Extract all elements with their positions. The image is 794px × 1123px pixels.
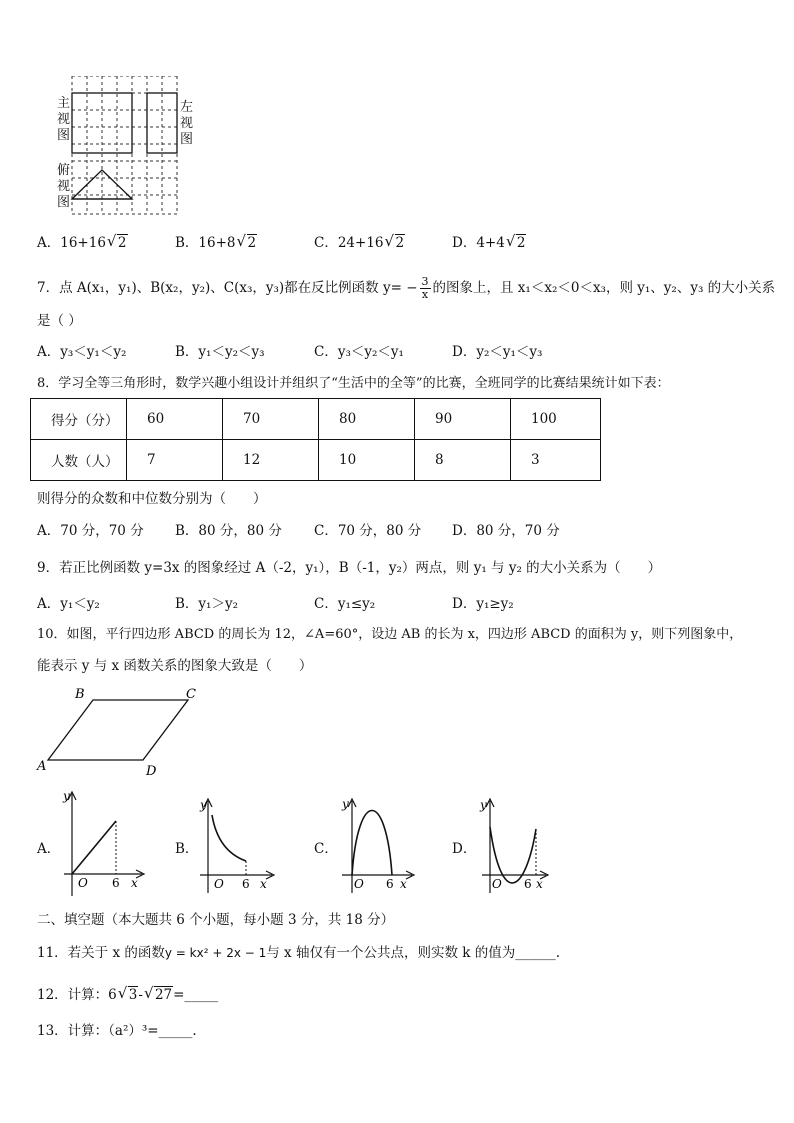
y-axis-label: y (480, 798, 487, 812)
tick-six-label: 6 (242, 877, 250, 891)
q10-option-a-graph[interactable] (56, 788, 146, 898)
q9-option-a[interactable]: A．y₁＜y₂ (37, 596, 100, 612)
table-cell: 8 (415, 440, 511, 481)
origin-label: O (354, 877, 364, 891)
q11-stem: 11．若关于 x 的函数y = kx² + 2x − 1与 x 轴仅有一个公共点，则实数 k 的值为______. (37, 945, 561, 961)
q13-stem: 13．计算：（a²）³=_____. (37, 1023, 197, 1039)
q10-stem-line2: 能表示 y 与 x 函数关系的图象大致是（ ） (37, 658, 313, 674)
q10-option-b-graph[interactable] (196, 795, 276, 895)
q7-stem: 7．点 A(x₁，y₁)、B(x₂，y₂)、C(x₃，y₃)都在反比例函数 y= − $\frac{3}{x}$ 的图象上，且 x₁＜x₂＜0＜x₃，则 y₁、y₂、y₃ 的大小关系 (37, 275, 776, 301)
y-axis-label: y (200, 798, 207, 812)
origin-label: O (492, 877, 502, 891)
q9-option-c[interactable]: C．y₁≤y₂ (314, 596, 376, 612)
tick-six-label: 6 (386, 877, 394, 891)
vertex-d-label: D (146, 764, 157, 779)
q9-option-b[interactable]: B．y₁＞y₂ (175, 596, 238, 612)
q8-option-c[interactable]: C．70 分，80 分 (314, 523, 422, 539)
tick-six-label: 6 (112, 876, 120, 890)
table-cell: 60 (127, 399, 223, 440)
q8-option-b[interactable]: B．80 分，80 分 (175, 523, 282, 539)
q10-option-d-label[interactable]: D． (452, 841, 477, 857)
q7-option-a[interactable]: A．y₃＜y₁＜y₂ (37, 344, 127, 360)
table-cell: 12 (223, 440, 319, 481)
q10-option-d-graph[interactable] (476, 795, 556, 895)
table-cell: 10 (319, 440, 415, 481)
q10-option-a-label[interactable]: A． (37, 841, 61, 857)
parallelogram-abcd (48, 700, 188, 760)
three-view-figure (52, 76, 202, 221)
q9-option-d[interactable]: D．y₁≥y₂ (452, 596, 514, 612)
vertex-c-label: C (186, 687, 196, 702)
q6-option-d[interactable]: D．4+4√ 2 (452, 234, 526, 252)
y-axis-label: y (342, 797, 349, 811)
q9-stem: 9．若正比例函数 y=3x 的图象经过 A（-2，y₁），B（-1，y₂）两点，则 y₁ 与 y₂ 的大小关系为（ ） (37, 560, 662, 576)
table-row (31, 399, 601, 440)
q7-fraction: $\frac{3}{x}$ (421, 275, 429, 301)
q10-stem: 10．如图，平行四边形 ABCD 的周长为 12，∠A=60°，设边 AB 的长为 x，四边形 ABCD 的面积为 y，则下列图象中， (37, 627, 743, 642)
front-view-label: 主 视 图 (57, 96, 71, 143)
table-cell: 3 (511, 440, 601, 481)
q10-option-b-label[interactable]: B． (175, 841, 199, 857)
q7-stem-line2: 是（ ） (37, 313, 82, 329)
q7-option-d[interactable]: D．y₂＜y₁＜y₃ (452, 344, 543, 360)
x-axis-label: x (260, 877, 267, 891)
q8-stem: 8．学习全等三角形时，数学兴趣小组设计并组织了“生活中的全等”的比赛，全班同学的比赛结果统计如下表： (37, 376, 670, 391)
table-row (31, 440, 601, 481)
q6-option-a[interactable]: A．16+16√ 2 (37, 234, 128, 252)
q8-option-d[interactable]: D．80 分，70 分 (452, 523, 560, 539)
vertex-a-label: A (37, 759, 47, 774)
section-title-fill-in: 二、填空题（本大题共 6 个小题，每小题 3 分，共 18 分） (37, 912, 395, 928)
table-cell: 人数（人） (31, 440, 127, 481)
table-cell: 7 (127, 440, 223, 481)
origin-label: O (78, 876, 88, 890)
table-cell: 80 (319, 399, 415, 440)
x-axis-label: x (536, 877, 543, 891)
origin-label: O (214, 877, 224, 891)
q6-option-b[interactable]: B．16+8√ 2 (175, 234, 257, 252)
q8-option-a[interactable]: A．70 分，70 分 (37, 523, 144, 539)
tick-six-label: 6 (524, 877, 532, 891)
top-view-label: 俯 视 图 (57, 163, 71, 210)
vertex-b-label: B (75, 687, 85, 702)
table-cell: 得分（分） (31, 399, 127, 440)
q7-option-c[interactable]: C．y₃＜y₂＜y₁ (314, 344, 404, 360)
q7-option-b[interactable]: B．y₁＜y₂＜y₃ (175, 344, 265, 360)
q6-option-c[interactable]: C．24+16√ 2 (314, 234, 405, 252)
side-view-label: 左 视 图 (180, 100, 194, 147)
parallelogram-figure (36, 686, 201, 781)
q10-option-c-graph[interactable] (336, 795, 416, 895)
q10-option-c-label[interactable]: C． (314, 841, 338, 857)
q8-score-table (30, 398, 601, 481)
x-axis-label: x (400, 877, 407, 891)
y-axis-label: y (63, 789, 70, 803)
table-cell: 70 (223, 399, 319, 440)
table-cell: 90 (415, 399, 511, 440)
q12-stem: 12．计算：6√ 3-√ 27=_____ (37, 986, 218, 1004)
q8-question: 则得分的众数和中位数分别为（ ） (37, 491, 267, 507)
x-axis-label: x (131, 876, 138, 890)
table-cell: 100 (511, 399, 601, 440)
